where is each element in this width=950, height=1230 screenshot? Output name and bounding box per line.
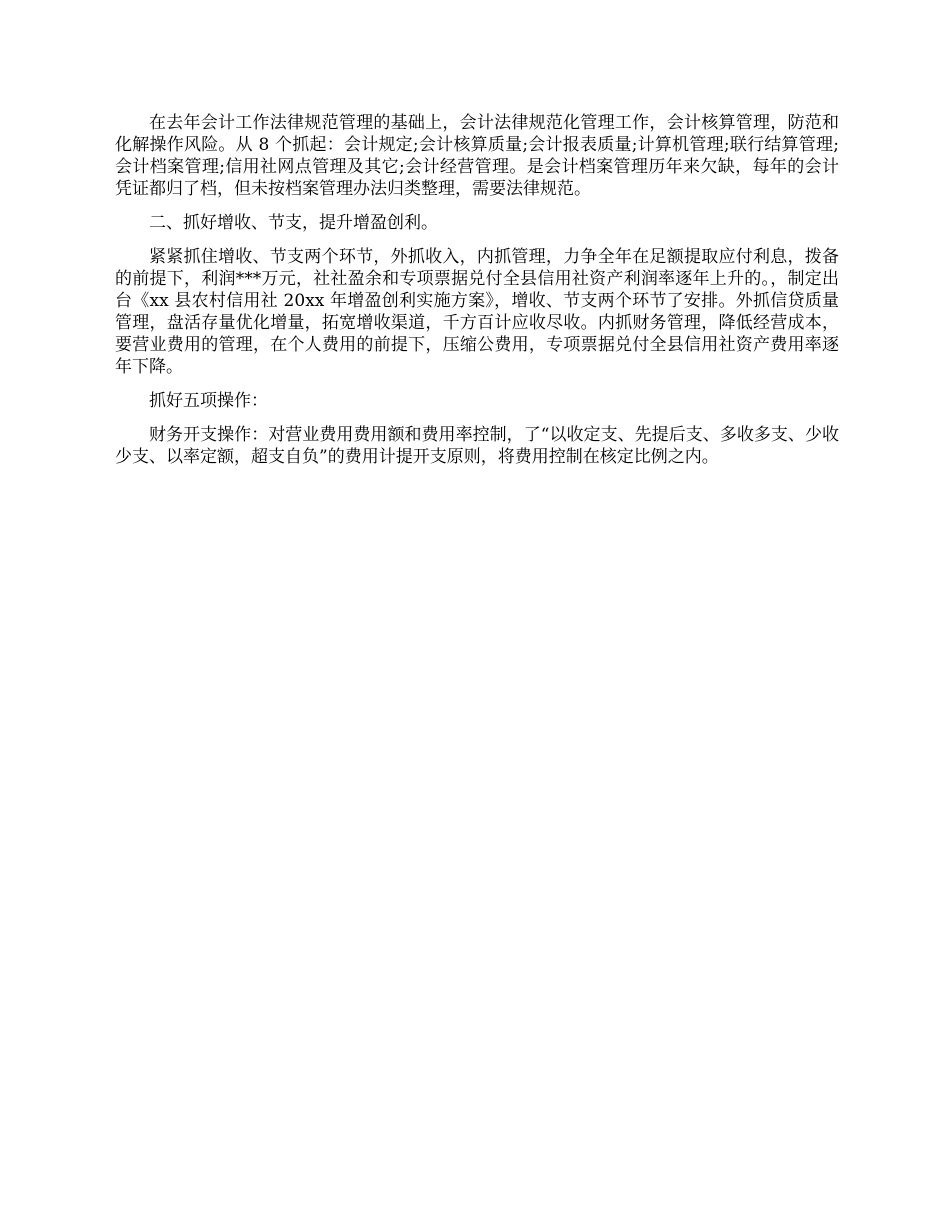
document-body [115,112,839,480]
paragraph-revenue-expense: 紧紧抓住增收、节支两个环节，外抓收入，内抓管理，力争全年在足额提取应付利息，拨备的前提下，利润***万元，社社盈余和专项票据兑付全县信用社资产利润率逐年上升的。，制定出台《xx 县农村信用社 20xx 年增盈创利实施方案》，增收、节支两个环节了安排。外抓信贷质量管理，盘活存量优化增量，拓宽增收渠道，千方百计应收尽收。内抓财务管理，降低经营成本，要营业费用的管理，在个人费用的前提下，压缩公费用，专项票据兑付全县信用社资产费用率逐年下降。 [115,247,839,377]
section-heading-five-operations: 抓好五项操作： [149,391,268,411]
paragraph-financial-expenditure: 财务开支操作：对营业费用费用额和费用率控制，了“以收定支、先提后支、多收多支、少收少支、以率定额，超支自负”的费用计提开支原则，将费用控制在核定比例之内。 [115,425,839,467]
section-heading-revenue-expense: 二、抓好增收、节支，提升增盈创利。 [149,213,438,233]
paragraph-accounting-management: 在去年会计工作法律规范管理的基础上，会计法律规范化管理工作，会计核算管理，防范和化解操作风险。从 8 个抓起：会计规定;会计核算质量;会计报表质量;计算机管理;联行结算管理;会计档案管理;信用社网点管理及其它;会计经营管理。是会计档案管理历年来欠缺，每年的会计凭证都归了档，但未按档案管理办法归类整理，需要法律规范。 [115,113,839,199]
